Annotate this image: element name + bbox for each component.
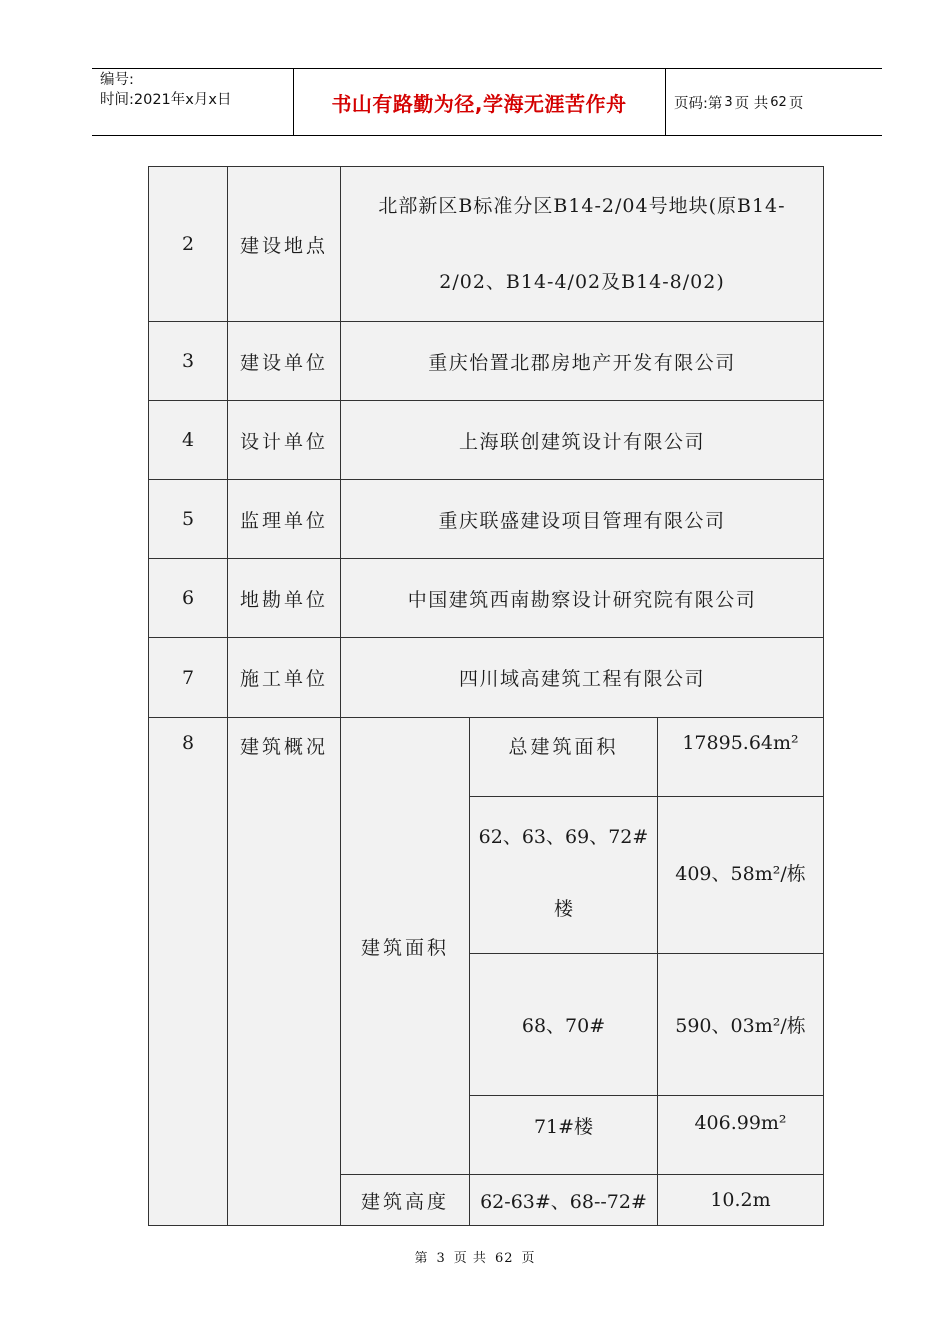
project-info-table [148,166,824,1226]
document-id-label: 编号: [100,72,134,88]
row-number: 4 [148,401,228,480]
sub-item-value: 590、03m²/栋 [658,954,824,1096]
row-item-label: 建筑概况 [228,718,341,1226]
header-motto: 书山有路勤为径,学海无涯苦作舟 [331,91,627,116]
footer-total: 62 [494,1251,514,1266]
row-item-label: 监理单位 [228,480,341,559]
document-time-label: 时间:2021年x月x日 [100,92,232,108]
sub-item-name-line-1: 62、63、69、72# [478,826,649,848]
sub-item-name [470,797,658,954]
address-line-2: 2/02、B14-4/02及B14-8/02) [439,271,725,293]
sub-item-value: 10.2m [658,1175,824,1226]
row-item-label: 施工单位 [228,638,341,718]
header-meta [100,70,231,110]
row-number: 2 [148,166,228,322]
row-value [341,166,824,322]
row-number: 8 [148,718,228,1226]
row-item-label: 建设地点 [228,166,341,322]
page-total: 62 [770,94,787,110]
sub-item-name: 68、70# [470,954,658,1096]
row-number: 3 [148,322,228,401]
building-height-label: 建筑高度 [341,1175,470,1226]
row-item-label: 地勘单位 [228,559,341,638]
header-divider [665,68,666,136]
page-footer [0,1247,950,1266]
sub-item-value: 409、58m²/栋 [658,797,824,954]
sub-item-name: 62-63#、68--72# [470,1175,658,1226]
header-page-number [674,68,803,136]
row-value: 中国建筑西南勘察设计研究院有限公司 [341,559,824,638]
row-number: 7 [148,638,228,718]
footer-prefix: 第 [414,1251,429,1266]
row-value: 上海联创建筑设计有限公司 [341,401,824,480]
address-line-1: 北部新区B标准分区B14-2/04号地块(原B14- [378,195,786,217]
page-suffix: 页 [788,95,804,112]
page-mid: 页 共 [734,95,769,112]
row-value: 四川域高建筑工程有限公司 [341,638,824,718]
row-value: 重庆怡置北郡房地产开发有限公司 [341,322,824,401]
row-number: 5 [148,480,228,559]
page-prefix: 页码:第 [674,95,723,112]
footer-suffix: 页 [521,1251,536,1266]
sub-item-name-line-2: 楼 [553,898,573,920]
sub-item-value: 17895.64m² [658,718,824,797]
sub-item-name: 总建筑面积 [470,718,658,797]
row-value: 重庆联盛建设项目管理有限公司 [341,480,824,559]
row-item-label: 设计单位 [228,401,341,480]
row-item-label: 建设单位 [228,322,341,401]
footer-page: 3 [436,1251,446,1266]
footer-mid: 页 共 [453,1251,487,1266]
row-number: 6 [148,559,228,638]
building-area-label: 建筑面积 [341,718,470,1175]
sub-item-value: 406.99m² [658,1096,824,1175]
page-current: 3 [724,94,733,110]
page-header [92,68,882,136]
sub-item-name: 71#楼 [470,1096,658,1175]
